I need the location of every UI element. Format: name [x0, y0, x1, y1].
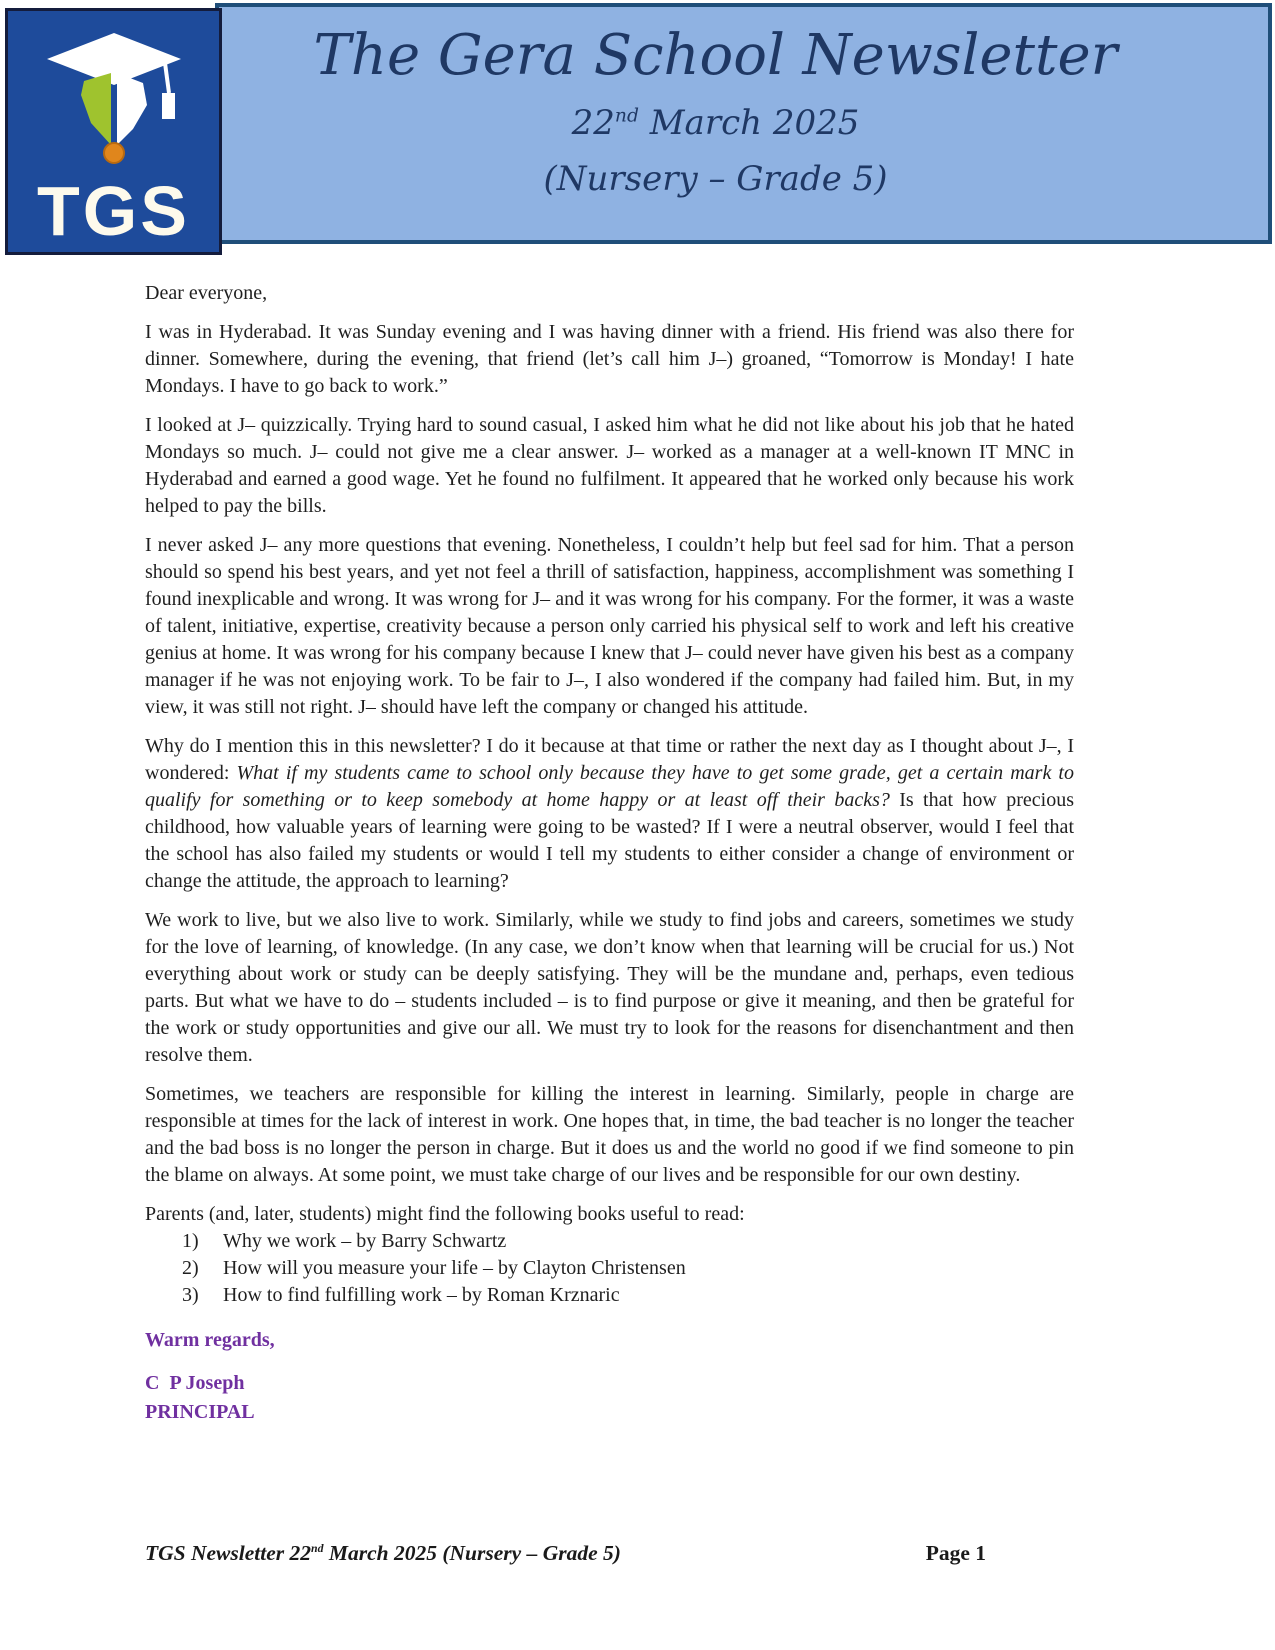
list-item — [145, 1228, 1074, 1255]
newsletter-grade-range: (Nursery – Grade 5) — [543, 159, 888, 199]
why-mention-question: What if my students came to school only because they have to get some grade, get a certain mark to qualify for something or to keep somebody at home happy or at least off their backs? — [145, 762, 1074, 811]
footer-doc-ref-ordinal: nd — [311, 1540, 324, 1555]
school-logo — [5, 8, 222, 255]
paragraph-why-mention — [145, 733, 1074, 895]
logo-text: TGS — [37, 172, 190, 250]
signatory-title: PRINCIPAL — [145, 1401, 255, 1423]
book-list — [145, 1228, 1074, 1309]
footer-doc-ref-post: March 2025 (Nursery – Grade 5) — [323, 1541, 621, 1565]
header-banner — [215, 3, 1272, 244]
graduation-cap-icon — [29, 19, 199, 177]
why-mention-lead: Why do I mention this in this newsletter? I do it because at that time or rather the next day as I thought about J–, I wondered: — [145, 735, 1074, 784]
signoff-text: Warm regards, — [145, 1329, 275, 1351]
paragraph-books-intro: Parents (and, later, students) might find the following books useful to read: — [145, 1203, 745, 1225]
salutation: Dear everyone, — [145, 282, 268, 304]
book-number: 1) — [182, 1230, 199, 1252]
date-ordinal: nd — [614, 105, 639, 127]
footer-doc-ref — [145, 1541, 621, 1566]
why-mention-tail: Is that how precious childhood, how valuable years of learning were going to be wasted? If I were a neutral observer, would I feel that the school has also failed my students or would I tell my students to either consider a change of environment or change the attitude, the approach to learning? — [145, 789, 1074, 892]
letter-body — [145, 280, 1074, 1426]
book-number: 2) — [182, 1257, 199, 1279]
signatory-name: C P Joseph — [145, 1372, 245, 1394]
list-item — [145, 1255, 1074, 1282]
list-item — [145, 1282, 1074, 1309]
paragraph-hyderabad: I was in Hyderabad. It was Sunday evening and I was having dinner with a friend. His friend was also there for dinner. Somewhere, during the evening, that friend (let’s call him J–) groaned, “Tomorrow is Monday! I hate Mondays. I have to go back to work.” — [145, 321, 1074, 397]
book-title: How to find fulfilling work – by Roman Krznaric — [223, 1284, 620, 1306]
book-title: How will you measure your life – by Clayton Christensen — [223, 1257, 686, 1279]
date-day: 22 — [571, 103, 615, 143]
book-number: 3) — [182, 1284, 199, 1306]
date-rest: March 2025 — [638, 103, 860, 143]
signature-block — [145, 1327, 1074, 1426]
paragraph-sad-for-him: I never asked J– any more questions that evening. Nonetheless, I couldn’t help but feel sad for him. That a person should so spend his best years, and yet not feel a thrill of satisfaction, happiness, accomplishment was something I found inexplicable and wrong. It was wrong for J– and it was wrong for his company. For the former, it was a waste of talent, initiative, expertise, creativity because a person only carried his physical self to work and left his creative genius at home. It was wrong for his company because I knew that J– could never have given his best as a company manager if he was not enjoying work. To be fair to J–, I also wondered if the company had failed him. But, in my view, it was still not right. J– should have left the company or changed his attitude. — [145, 534, 1074, 718]
newsletter-date — [572, 101, 860, 145]
page-footer — [145, 1541, 1074, 1566]
paragraph-quizzical: I looked at J– quizzically. Trying hard to sound casual, I asked him what he did not like about his job that he hated Mondays so much. J– could not give me a clear answer. J– worked as a manager at a well-known IT MNC in Hyderabad and earned a good wage. Yet he found no fulfilment. It appeared that he worked only because his work helped to pay the bills. — [145, 414, 1074, 517]
page-number: Page 1 — [925, 1541, 986, 1565]
footer-doc-ref-pre: TGS Newsletter 22 — [145, 1541, 312, 1565]
paragraph-work-to-live: We work to live, but we also live to work. Similarly, while we study to find jobs and careers, sometimes we study for the love of learning, of knowledge. (In any case, we don’t know when that learning will be crucial for us.) Not everything about work or study can be deeply satisfying. They will be the mundane and, perhaps, even tedious parts. But what we have to do – students included – is to find purpose or give it meaning, and then be grateful for the work or study opportunities and give our all. We must try to look for the reasons for disenchantment and then resolve them. — [145, 909, 1074, 1066]
paragraph-teachers: Sometimes, we teachers are responsible for killing the interest in learning. Similarly, people in charge are responsible at times for the lack of interest in work. One hopes that, in time, the bad teacher is no longer the teacher and the bad boss is no longer the person in charge. But it does us and the world no good if we find someone to pin the blame on always. At some point, we must take charge of our lives and be responsible for our own destiny. — [145, 1083, 1074, 1186]
book-title: Why we work – by Barry Schwartz — [223, 1230, 507, 1252]
newsletter-title: The Gera School Newsletter — [313, 23, 1118, 88]
